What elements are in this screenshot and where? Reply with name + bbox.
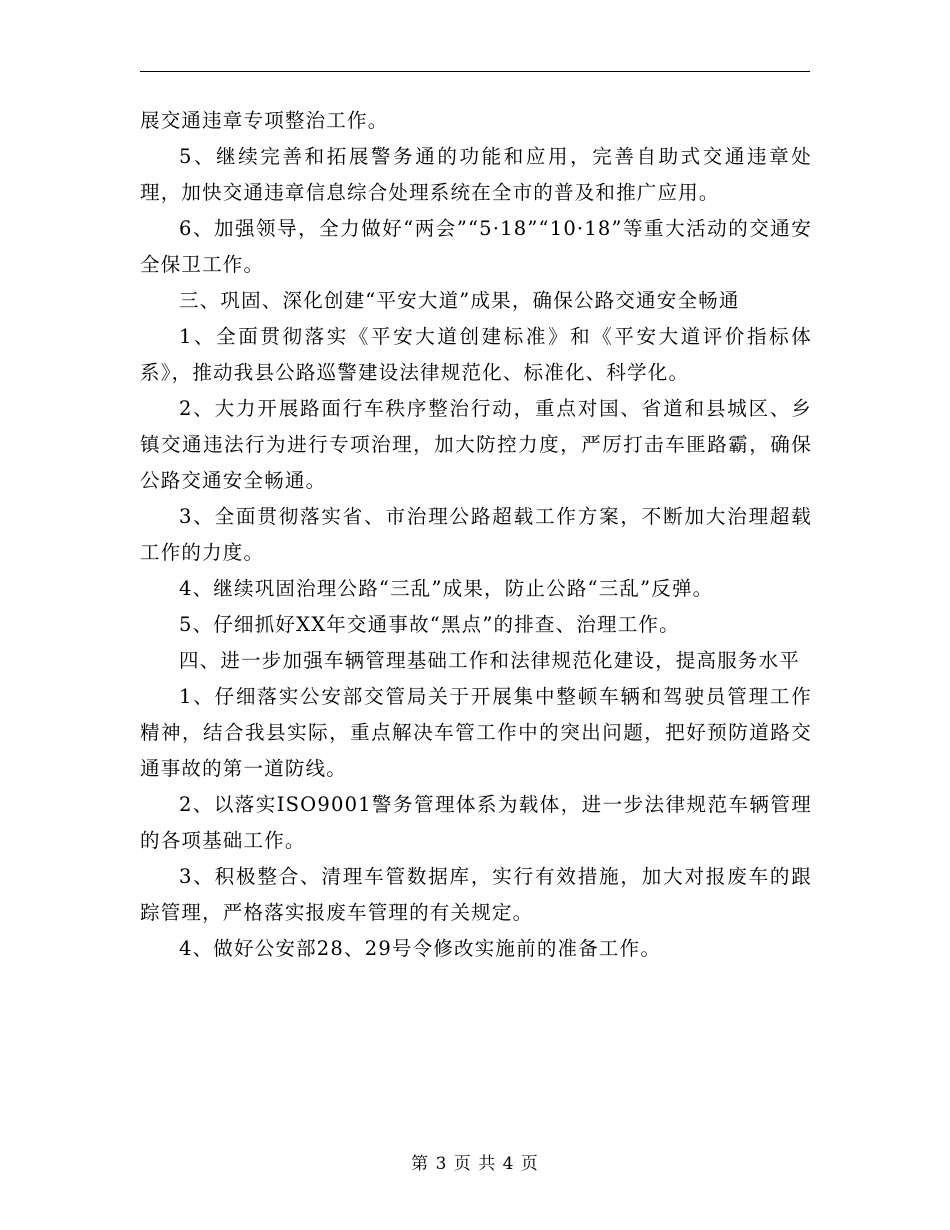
section-heading-4: 四、进一步加强车辆管理基础工作和法律规范化建设，提高服务水平 xyxy=(179,649,801,672)
paragraph-12: 2、以落实ISO9001警务管理体系为载体，进一步法律规范车辆管理的各项基础工作。 xyxy=(140,793,812,852)
header-rule xyxy=(140,71,810,72)
page-footer xyxy=(0,1152,950,1176)
paragraph-3: 6、加强领导，全力做好“两会”“5·18”“10·18”等重大活动的交通安全保卫工作。 xyxy=(140,217,812,276)
paragraph-1: 展交通违章专项整治工作。 xyxy=(140,109,389,132)
paragraph-8: 4、继续巩固治理公路“三乱”成果，防止公路“三乱”反弹。 xyxy=(179,577,714,600)
page-number-label: 第 3 页 共 4 页 xyxy=(411,1154,539,1174)
paragraph-2: 5、继续完善和拓展警务通的功能和应用，完善自助式交通违章处理，加快交通违章信息综合处理系统在全市的普及和推广应用。 xyxy=(140,145,812,204)
paragraph-9: 5、仔细抓好XX年交通事故“黑点”的排查、治理工作。 xyxy=(179,613,680,636)
document-body xyxy=(140,103,812,967)
paragraph-5: 1、全面贯彻落实《平安大道创建标准》和《平安大道评价指标体系》，推动我县公路巡警建设法律规范化、标准化、科学化。 xyxy=(140,325,812,384)
paragraph-11: 1、仔细落实公安部交管局关于开展集中整顿车辆和驾驶员管理工作精神，结合我县实际，重点解决车管工作中的突出问题，把好预防道路交通事故的第一道防线。 xyxy=(140,685,812,780)
paragraph-6: 2、大力开展路面行车秩序整治行动，重点对国、省道和县城区、乡镇交通违法行为进行专项治理，加大防控力度，严厉打击车匪路霸，确保公路交通安全畅通。 xyxy=(140,397,812,492)
paragraph-13: 3、积极整合、清理车管数据库，实行有效措施，加大对报废车的跟踪管理，严格落实报废车管理的有关规定。 xyxy=(140,865,812,924)
paragraph-14: 4、做好公安部28、29号令修改实施前的准备工作。 xyxy=(179,937,662,960)
section-heading-3: 三、巩固、深化创建“平安大道”成果，确保公路交通安全畅通 xyxy=(179,289,740,312)
paragraph-7: 3、全面贯彻落实省、市治理公路超载工作方案，不断加大治理超载工作的力度。 xyxy=(140,505,812,564)
